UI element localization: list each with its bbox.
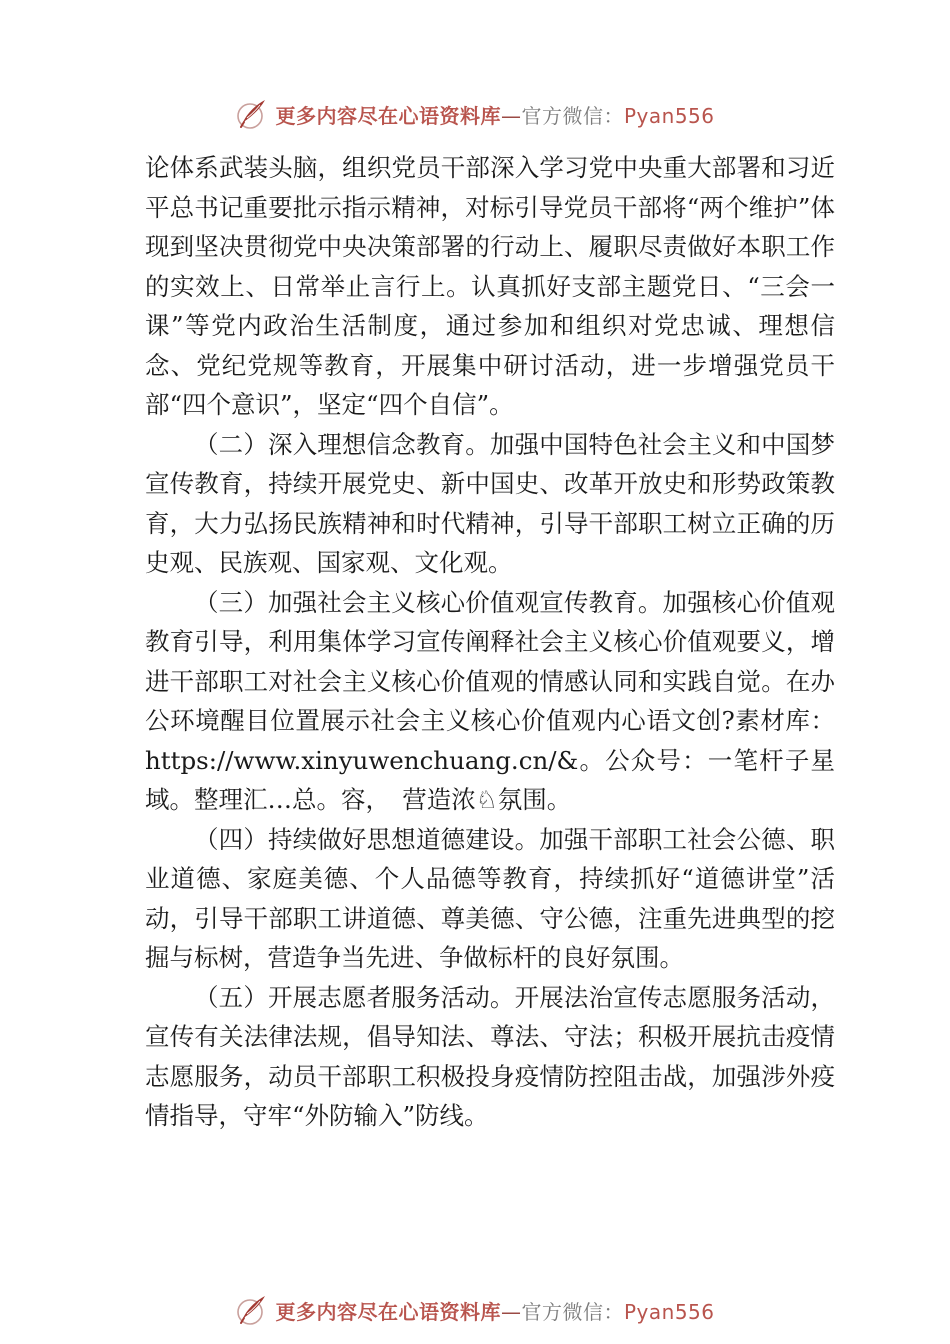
paragraph-section-3: （三）加强社会主义核心价值观宣传教育。加强核心价值观教育引导，利用集体学习宣传阐释社会主义核心价值观要义，增进干部职工对社会主义核心价值观的情感认同和实践自觉。在办公环境醒目位置展示社会主义核心价值观内心语文创?素材库：https://www.xinyuwenchuang.cn/&。公众号：一笔杆子星域。整理汇…总。容， 营造浓♘氛围。	[145, 587, 835, 814]
banner-wechat-label: 官方微信：	[521, 103, 624, 128]
document-body	[145, 148, 835, 1136]
banner-wechat-id: Pyan556	[623, 103, 715, 128]
banner-dash: —	[500, 1299, 522, 1324]
quill-pen-logo-icon	[235, 1293, 269, 1327]
banner-wechat-label: 官方微信：	[521, 1299, 624, 1324]
header-banner	[0, 94, 950, 134]
paragraph-section-5: （五）开展志愿者服务活动。开展法治宣传志愿服务活动，宣传有关法律法规，倡导知法、尊法、守法；积极开展抗击疫情志愿服务，动员干部职工积极投身疫情防控阻击战，加强涉外疫情指导，守牢“外防输入”防线。	[145, 982, 835, 1130]
paragraph-section-2: （二）深入理想信念教育。加强中国特色社会主义和中国梦宣传教育，持续开展党史、新中国史、改革开放史和形势政策教育，大力弘扬民族精神和时代精神，引导干部职工树立正确的历史观、民族观、国家观、文化观。	[145, 429, 835, 577]
banner-dash: —	[500, 103, 522, 128]
banner-site-name: 更多内容尽在心语资料库	[275, 1299, 501, 1324]
quill-pen-logo-icon	[235, 97, 269, 131]
banner-wechat-id: Pyan556	[623, 1299, 715, 1324]
paragraph-section-4: （四）持续做好思想道德建设。加强干部职工社会公德、职业道德、家庭美德、个人品德等教育，持续抓好“道德讲堂”活动，引导干部职工讲道德、尊美德、守公德，注重先进典型的挖掘与标树，营造争当先进、争做标杆的良好氛围。	[145, 824, 835, 972]
footer-banner	[0, 1290, 950, 1330]
paragraph-continuation: 论体系武装头脑，组织党员干部深入学习党中央重大部署和习近平总书记重要批示指示精神，对标引导党员干部将“两个维护”体现到坚决贯彻党中央决策部署的行动上、履职尽责做好本职工作的实效上、日常举止言行上。认真抓好支部主题党日、“三会一课”等党内政治生活制度，通过参加和组织对党忠诚、理想信念、党纪党规等教育，开展集中研讨活动，进一步增强党员干部“四个意识”，坚定“四个自信”。	[145, 153, 835, 419]
banner-site-name: 更多内容尽在心语资料库	[275, 103, 501, 128]
